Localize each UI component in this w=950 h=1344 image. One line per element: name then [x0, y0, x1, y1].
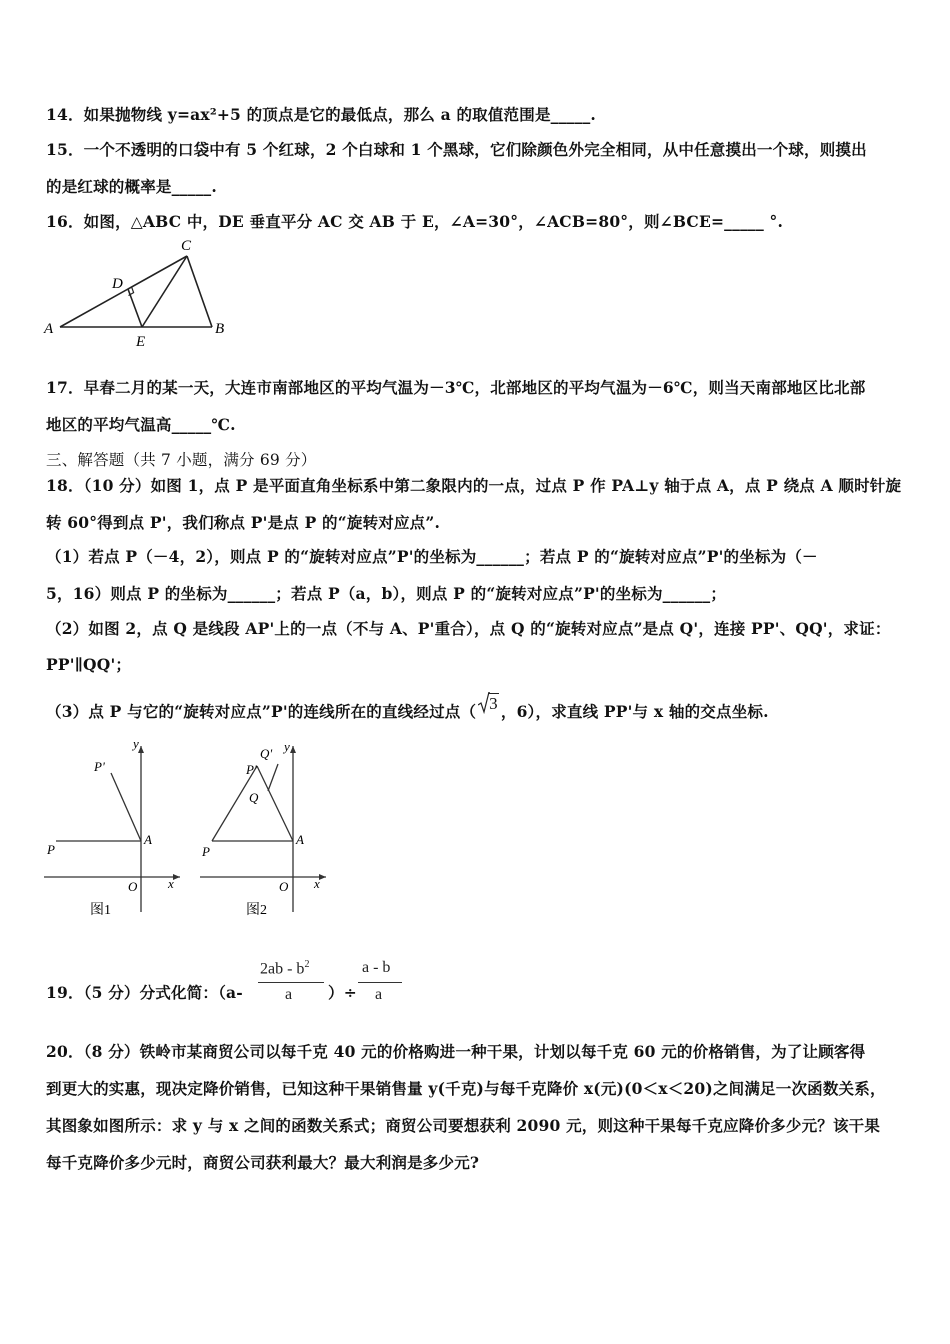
origin-label-1: O [128, 879, 138, 894]
question-18-part2-line1: （2）如图 2，点 Q 是线段 AP'上的一点（不与 A、P'重合），点 Q 的“旋转对应点”是点 Q'，连接 PP'、QQ'，求证： [46, 619, 891, 638]
question-15-line1: 15．一个不透明的口袋中有 5 个红球，2 个白球和 1 个黑球，它们除颜色外完全相同，从中任意摸出一个球，则摸出 [46, 140, 867, 159]
question-20-line2: 到更大的实惠，现决定降价销售，已知这种干果销售量 y(千克)与每千克降价 x(元)(0＜x＜20)之间满足一次函数关系， [46, 1079, 886, 1098]
y-axis-label-2: y [284, 739, 290, 754]
figure-1 [44, 738, 180, 918]
question-18-line1: 18．（10 分）如图 1，点 P 是平面直角坐标系中第二象限内的一点，过点 P 作 PA⊥y 轴于点 A，点 P 绕点 A 顺时针旋 [46, 476, 902, 495]
question-18-part3: （3）点 P 与它的“旋转对应点”P'的连线所在的直线经过点（ 3 ，6），求直线 PP'与 x 轴的交点坐标. [46, 694, 769, 721]
label-a: A [44, 321, 54, 337]
fraction-2-bar [358, 982, 402, 983]
point-q-label: Q [249, 790, 259, 805]
fraction-1-bar [258, 982, 324, 983]
figure-1-caption: 图1 [90, 903, 111, 918]
question-18-part1-line2: 5，16）则点 P 的坐标为______；若点 P（a，b），则点 P 的“旋转对应点”P'的坐标为______； [46, 584, 727, 603]
x-axis-label-1: x [168, 876, 174, 891]
origin-label-2: O [279, 879, 289, 894]
label-c: C [181, 238, 192, 254]
question-18-line2: 转 60°得到点 P'，我们称点 P'是点 P 的“旋转对应点”. [46, 513, 441, 532]
question-17-line2: 地区的平均气温高_____℃. [46, 415, 236, 434]
point-a-label-2: A [296, 832, 304, 847]
fraction-2-denominator: a [375, 986, 383, 1003]
question-16: 16．如图，△ABC 中，DE 垂直平分 AC 交 AB 于 E，∠A=30°，∠ACB=80°，则∠BCE=_____ °. [46, 212, 784, 231]
fraction-1-numerator: $2ab - b^2$ [260, 959, 310, 978]
question-17-line1: 17．早春二月的某一天，大连市南部地区的平均气温为－3℃，北部地区的平均气温为－6℃，则当天南部地区比北部 [46, 378, 866, 397]
point-p-label-2: P [202, 844, 210, 859]
point-p-prime-label-1: P' [94, 759, 105, 774]
fraction-2-numerator: a - b [362, 959, 391, 976]
question-20-line4: 每千克降价多少元时，商贸公司获利最大？最大利润是多少元? [46, 1153, 480, 1172]
label-b: B [215, 321, 225, 337]
fraction-1-denominator: a [285, 986, 293, 1003]
point-p-prime-label-2: P' [246, 762, 257, 777]
question-20-line3: 其图象如图所示：求 y 与 x 之间的函数关系式；商贸公司要想获利 2090 元，则这种干果每千克应降价多少元？该干果 [46, 1116, 881, 1135]
question-15-line2: 的是红球的概率是_____. [46, 177, 217, 196]
point-p-label-1: P [47, 842, 55, 857]
question-18-part2-line2: PP'∥QQ'； [46, 655, 132, 674]
point-q-prime-label: Q' [260, 746, 273, 761]
figure-2-caption: 图2 [246, 903, 267, 918]
question-19-mid: ）÷ [328, 983, 357, 1002]
figure-2 [200, 739, 326, 918]
triangle-figure-16 [40, 234, 240, 352]
x-axis-label-2: x [314, 876, 320, 891]
question-19: 19．（5 分）分式化简：（a- [46, 983, 243, 1002]
question-18-part1-line1: （1）若点 P（－4，2），则点 P 的“旋转对应点”P'的坐标为______；若点 P 的“旋转对应点”P'的坐标为（－ [46, 547, 818, 566]
question-20-line1: 20．（8 分）铁岭市某商贸公司以每千克 40 元的价格购进一种干果，计划以每千克 60 元的价格销售，为了让顾客得 [46, 1042, 866, 1061]
label-d: D [112, 276, 123, 292]
label-e: E [136, 334, 146, 350]
question-14: 14．如果抛物线 y=ax²+5 的顶点是它的最低点，那么 a 的取值范围是_____. [46, 105, 596, 124]
y-axis-label-1: y [133, 738, 139, 751]
coordinate-figures-18 [40, 738, 340, 923]
sqrt-expression: 3 [478, 694, 499, 714]
point-a-label-1: A [144, 832, 152, 847]
section-heading: 三、解答题（共 7 小题，满分 69 分） [46, 451, 317, 469]
